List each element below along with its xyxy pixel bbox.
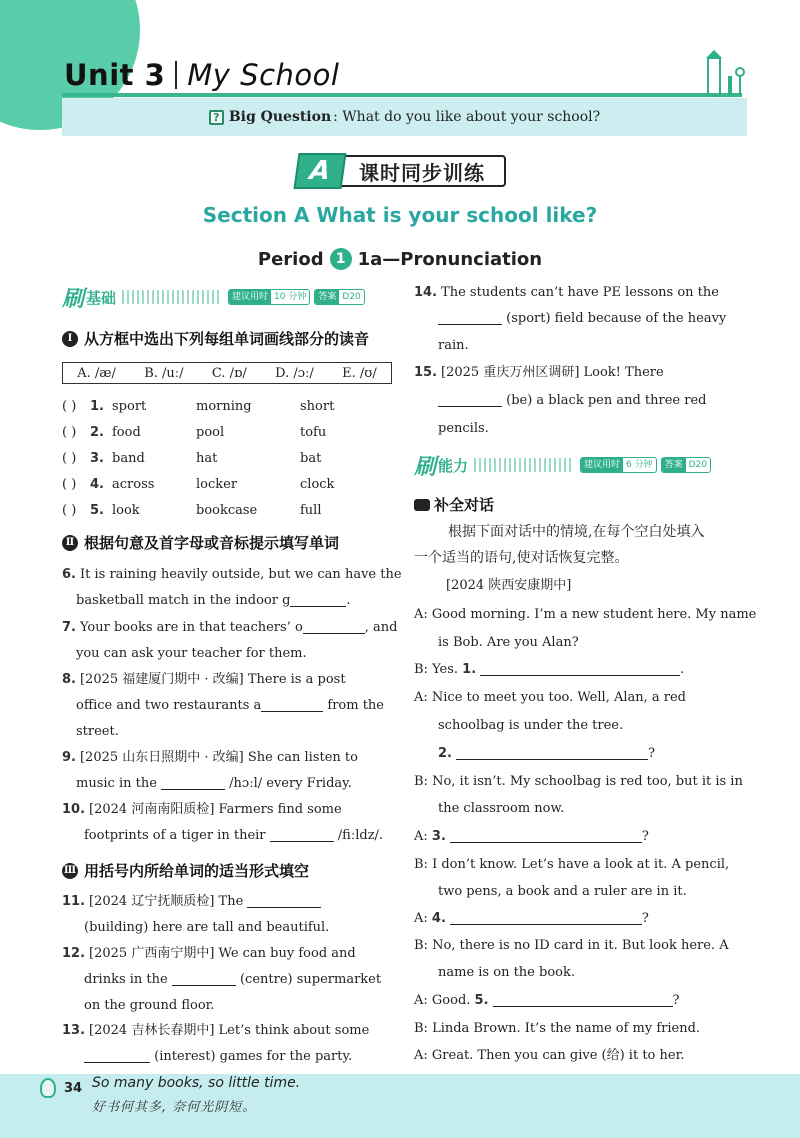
word: morning [196,398,252,414]
ability-practice-bar [414,452,715,478]
roman-numeral: Ⅱ [62,535,78,551]
stripe-decoration [122,290,222,304]
word: bookcase [196,502,258,518]
word: tofu [300,424,327,440]
part1-title: 从方框中选出下列每组单词画线部分的读音 [84,330,370,348]
question-line: 15. [2025 重庆万州区调研] Look! There [414,365,664,380]
question-line: 14. The students can’t have PE lessons on the [414,285,719,300]
part2-heading [62,532,339,553]
question-icon: ? [209,110,224,125]
word: pool [196,424,225,440]
word: locker [196,476,238,492]
basic-practice-bar [62,284,369,310]
dialog-heading [414,494,494,515]
dialog-line: A: Good. 5. ? [414,993,680,1008]
answer-key: 答案 [662,457,686,473]
period-prefix: Period [257,249,324,270]
answer-paren[interactable]: ( ) [62,502,77,518]
word: food [112,424,141,440]
answer-blank[interactable] [450,829,642,843]
word: bat [300,450,322,466]
mc-row [62,422,380,442]
answer-blank[interactable] [438,311,502,325]
word: full [300,502,322,518]
answer-paren[interactable]: ( ) [62,450,77,466]
question-line: 13. [2024 吉林长春期中] Let’s think about some [62,1023,370,1038]
mc-row [62,500,380,520]
word: clock [300,476,335,492]
word: hat [196,450,218,466]
phonetic-option: B. /uː/ [144,365,184,381]
badge-letter: A [293,153,346,189]
brush-char: 刷 [414,454,437,480]
answer-key: 答案 [315,289,339,305]
brush-char: 刷 [62,286,85,312]
question-number: 1. [90,398,104,414]
question-line: 12. [2025 广西南宁期中] We can buy food and [62,946,356,961]
question-line: you can ask your teacher for them. [76,646,307,661]
question-line: rain. [438,338,469,353]
unit-name: My School [187,58,340,92]
dialog-line: 2. ? [438,746,655,761]
answer-tag [661,457,711,473]
lesson-badge [296,153,508,189]
source-tag: [2024 陕西安康期中] [446,578,572,593]
question-line: footprints of a tiger in their /fiːldz/. [84,828,384,843]
roman-numeral: Ⅲ [62,863,78,879]
part2-title: 根据句意及首字母或音标提示填写单词 [84,534,340,552]
phonetic-box [62,362,392,384]
question-number: 3. [90,450,104,466]
question-line: 6. It is raining heavily outside, but we can have the [62,567,402,582]
page-number: 34 [40,1076,82,1100]
dialog-line: B: No, it isn’t. My schoolbag is red too, but it is in [414,774,743,789]
phonetic-option: C. /ɒ/ [211,365,247,381]
dialog-line: the classroom now. [438,801,565,816]
roman-numeral: Ⅰ [62,331,78,347]
answer-blank[interactable] [450,911,642,925]
ability-label: 能力 [438,456,469,475]
part3-title: 用括号内所给单词的适当形式填空 [84,862,310,880]
instruction-line: 一个适当的语句,使对话恢复完整。 [414,550,629,566]
title-rule [62,93,742,97]
time-tag [580,457,657,473]
question-number: 2. [90,424,104,440]
big-question-text: : What do you like about your school? [333,109,601,125]
dialog-line: two pens, a book and a ruler are in it. [438,884,687,899]
basic-label: 基础 [86,288,117,307]
answer-blank[interactable] [247,894,321,908]
phonetic-option: E. /ʊ/ [342,365,377,381]
dialog-line: A: 3. ? [414,829,649,844]
unit-title [64,58,339,98]
footer-quote-en: So many books, so little time. [92,1075,301,1091]
answer-blank[interactable] [84,1049,150,1063]
title-separator [175,61,177,89]
word: look [112,502,140,518]
part1-heading [62,328,369,349]
big-question-bar [62,98,747,136]
answer-blank[interactable] [493,993,673,1007]
time-key: 建议用时 [581,457,623,473]
stripe-decoration [474,458,574,472]
phonetic-option: A. /æ/ [77,365,116,381]
question-line: on the ground floor. [84,998,215,1013]
word: across [112,476,155,492]
question-line: office and two restaurants a from the [76,698,384,713]
answer-blank[interactable] [261,698,323,712]
time-tag [228,289,310,305]
answer-value: D20 [688,460,708,470]
question-line: 8. [2025 福建厦门期中 · 改编] There is a post [62,672,346,687]
question-line: 11. [2024 辽宁抚顺质检] The [62,893,321,911]
dialog-line: B: I don’t know. Let’s have a look at it. A pencil, [414,857,730,872]
big-question-label: Big Question [228,109,332,125]
section-title: Section A What is your school like? [202,203,598,227]
dialog-line: A: Good morning. I’m a new student here. My name [414,607,757,622]
question-line: (interest) games for the party. [84,1048,352,1066]
part3-heading [62,860,309,881]
question-line: 7. Your books are in that teachers’ o , and [62,620,398,635]
question-line: street. [76,724,119,739]
chat-icon [414,499,430,511]
dialog-line: A: Great. Then you can give (给) it to her. [414,1048,685,1063]
instruction-line: 根据下面对话中的情境,在每个空白处填入 [448,524,705,540]
lighthouse-icon [700,48,750,98]
question-line: music in the /hɔːl/ every Friday. [76,776,352,791]
question-number: 4. [90,476,104,492]
word: short [300,398,335,414]
answer-blank[interactable] [270,828,334,842]
question-line: 10. [2024 河南南阳质检] Farmers find some [62,802,342,817]
mc-row [62,448,380,468]
time-value: 6 分钟 [626,460,653,470]
dialog-heading-text: 补全对话 [434,496,495,514]
question-line: drinks in the (centre) supermarket [84,972,382,987]
dialog-line: is Bob. Are you Alan? [438,635,579,650]
answer-blank[interactable] [161,776,225,790]
answer-blank[interactable] [303,620,365,634]
mc-row [62,396,380,416]
question-line: 9. [2025 山东日照期中 · 改编] She can listen to [62,750,358,765]
answer-blank[interactable] [456,746,648,760]
answer-paren[interactable]: ( ) [62,424,77,440]
balloon-icon [40,1078,56,1098]
answer-paren[interactable]: ( ) [62,476,77,492]
unit-number: Unit 3 [64,58,166,92]
answer-paren[interactable]: ( ) [62,398,77,414]
question-number: 5. [90,502,104,518]
answer-blank[interactable] [290,593,346,607]
dialog-line: B: No, there is no ID card in it. But look here. A [414,938,729,953]
dialog-line: A: Nice to meet you too. Well, Alan, a red [414,690,687,705]
answer-value: D20 [342,292,361,302]
period-title [0,248,800,270]
dialog-line: B: Yes. 1. . [414,662,685,677]
word: band [112,450,145,466]
dialog-line: name is on the book. [438,965,575,980]
phonetic-option: D. /ɔː/ [275,365,314,381]
question-line: (be) a black pen and three red [438,392,706,410]
question-line: basketball match in the indoor g . [76,593,351,608]
time-value: 10 分钟 [274,292,307,302]
question-line: (building) here are tall and beautiful. [84,920,330,935]
period-number: 1 [330,248,352,270]
dialog-line: B: Linda Brown. It’s the name of my friend. [414,1021,701,1036]
dialog-line: A: 4. ? [414,911,649,926]
answer-blank[interactable] [480,662,680,676]
dialog-line: schoolbag is under the tree. [438,718,624,733]
word: sport [112,398,147,414]
question-line: (sport) field because of the heavy [438,310,726,328]
answer-tag [314,289,364,305]
badge-text: 课时同步训练 [338,155,506,187]
mc-row [62,474,380,494]
answer-blank[interactable] [438,393,502,407]
time-key: 建议用时 [229,289,271,305]
answer-blank[interactable] [172,972,236,986]
period-suffix: 1a—Pronunciation [357,249,543,270]
question-line: pencils. [438,421,489,436]
footer-quote-cn: 好书何其多, 奈何光阴短。 [92,1100,257,1115]
